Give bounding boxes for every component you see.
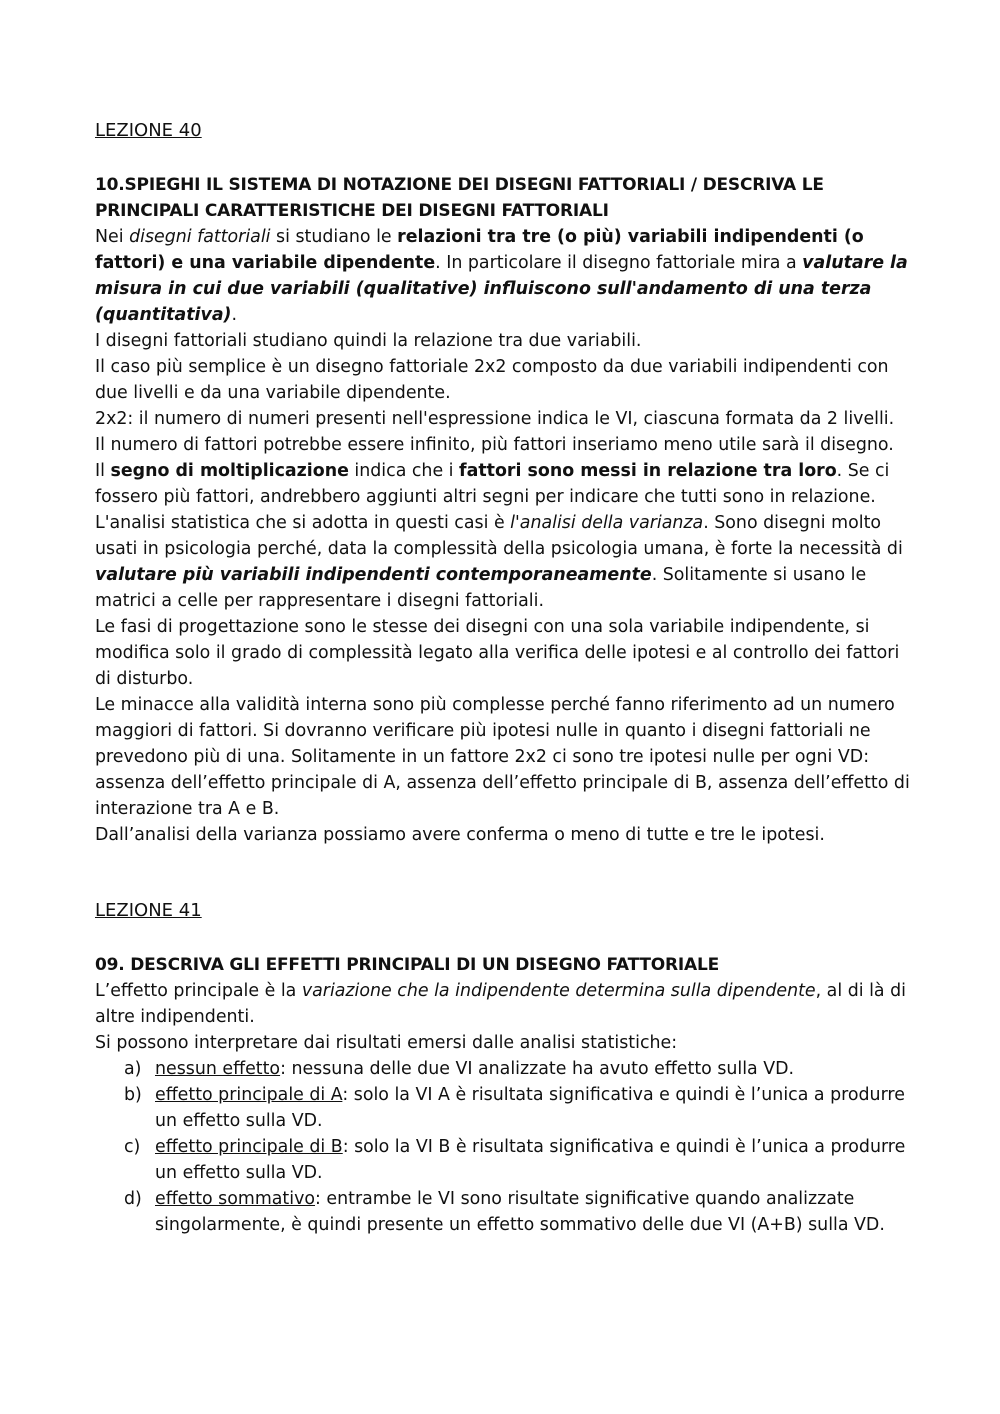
list-item-term: effetto sommativo	[155, 1189, 316, 1209]
lesson-40-paragraph-7: L'analisi statistica che si adotta in questi casi è l'analisi della varianza. Sono disegni molto usati in psicologia perché, data la complessità della psicologia umana, è forte la necessità di valutare più variabili indipendenti contemporaneamente. Solitamente si usano le matrici a celle per rappresentare i disegni fattoriali.	[95, 513, 903, 611]
list-item	[124, 1186, 910, 1238]
lesson-40-heading: LEZIONE 40	[95, 120, 202, 141]
effects-list	[95, 1056, 910, 1238]
lesson-40-paragraph-10: Dall’analisi della varianza possiamo avere conferma o meno di tutte e tre le ipotesi.	[95, 825, 825, 845]
lesson-40-paragraph-9: Le minacce alla validità interna sono più complesse perché fanno riferimento ad un numero maggiori di fattori. Si dovranno verificare più ipotesi nulle in quanto i disegni fattoriali ne prevedono più di una. Solitamente in un fattore 2x2 ci sono tre ipotesi nulle per ogni VD: assenza dell’effetto principale di A, assenza dell’effetto principale di B, assenza dell’effetto di interazione tra A e B.	[95, 695, 910, 819]
lesson-41-paragraph-2: Si possono interpretare dai risultati emersi dalle analisi statistiche:	[95, 1033, 678, 1053]
lesson-40-paragraph-1: Nei disegni fattoriali si studiano le relazioni tra tre (o più) variabili indipendenti (o fattori) e una variabile dipendente. In particolare il disegno fattoriale mira a valutare la misura in cui due variabili (qualitative) influiscono sull'andamento di una terza (quantitativa).	[95, 227, 908, 325]
lesson-40-paragraph-8: Le fasi di progettazione sono le stesse dei disegni con una sola variabile indipendente, si modifica solo il grado di complessità legato alla verifica delle ipotesi e al controllo dei fattori di disturbo.	[95, 617, 900, 689]
list-marker: b)	[124, 1085, 142, 1105]
list-item	[124, 1056, 910, 1082]
list-item-term: effetto principale di A	[155, 1085, 343, 1105]
list-item-term: nessun effetto	[155, 1059, 281, 1079]
question-10-title: 10.SPIEGHI IL SISTEMA DI NOTAZIONE DEI DISEGNI FATTORIALI / DESCRIVA LE PRINCIPALI CARATTERISTICHE DEI DISEGNI FATTORIALI	[95, 175, 824, 221]
lesson-40-paragraph-3: Il caso più semplice è un disegno fattoriale 2x2 composto da due variabili indipendenti con due livelli e da una variabile dipendente.	[95, 357, 889, 403]
list-item	[124, 1082, 910, 1134]
lesson-41-paragraph-1: L’effetto principale è la variazione che la indipendente determina sulla dipendente, al di là di altre indipendenti.	[95, 981, 906, 1027]
list-item-text: : entrambe le VI sono risultate significative quando analizzate singolarmente, è quindi presente un effetto sommativo delle due VI (A+B) sulla VD.	[155, 1189, 885, 1235]
list-marker: a)	[124, 1059, 142, 1079]
lesson-40-paragraph-4: 2x2: il numero di numeri presenti nell'espressione indica le VI, ciascuna formata da 2 livelli.	[95, 409, 895, 429]
list-marker: c)	[124, 1137, 141, 1157]
document-page	[95, 118, 910, 1238]
list-item-text: : nessuna delle due VI analizzate ha avuto effetto sulla VD.	[280, 1059, 795, 1079]
lesson-40-paragraph-5: Il numero di fattori potrebbe essere infinito, più fattori inseriamo meno utile sarà il disegno.	[95, 435, 894, 455]
question-09-title: 09. DESCRIVA GLI EFFETTI PRINCIPALI DI UN DISEGNO FATTORIALE	[95, 955, 720, 975]
list-marker: d)	[124, 1189, 142, 1209]
list-item-term: effetto principale di B	[155, 1137, 343, 1157]
lesson-41-heading: LEZIONE 41	[95, 900, 202, 921]
list-item-text: : solo la VI A è risultata significativa e quindi è l’unica a produrre un effetto sulla VD.	[155, 1085, 905, 1131]
list-item	[124, 1134, 910, 1186]
lesson-40-paragraph-6: Il segno di moltiplicazione indica che i fattori sono messi in relazione tra loro. Se ci fossero più fattori, andrebbero aggiunti altri segni per indicare che tutti sono in relazione.	[95, 461, 890, 507]
list-item-text: : solo la VI B è risultata significativa e quindi è l’unica a produrre un effetto sulla VD.	[155, 1137, 906, 1183]
lesson-40-paragraph-2: I disegni fattoriali studiano quindi la relazione tra due variabili.	[95, 331, 642, 351]
